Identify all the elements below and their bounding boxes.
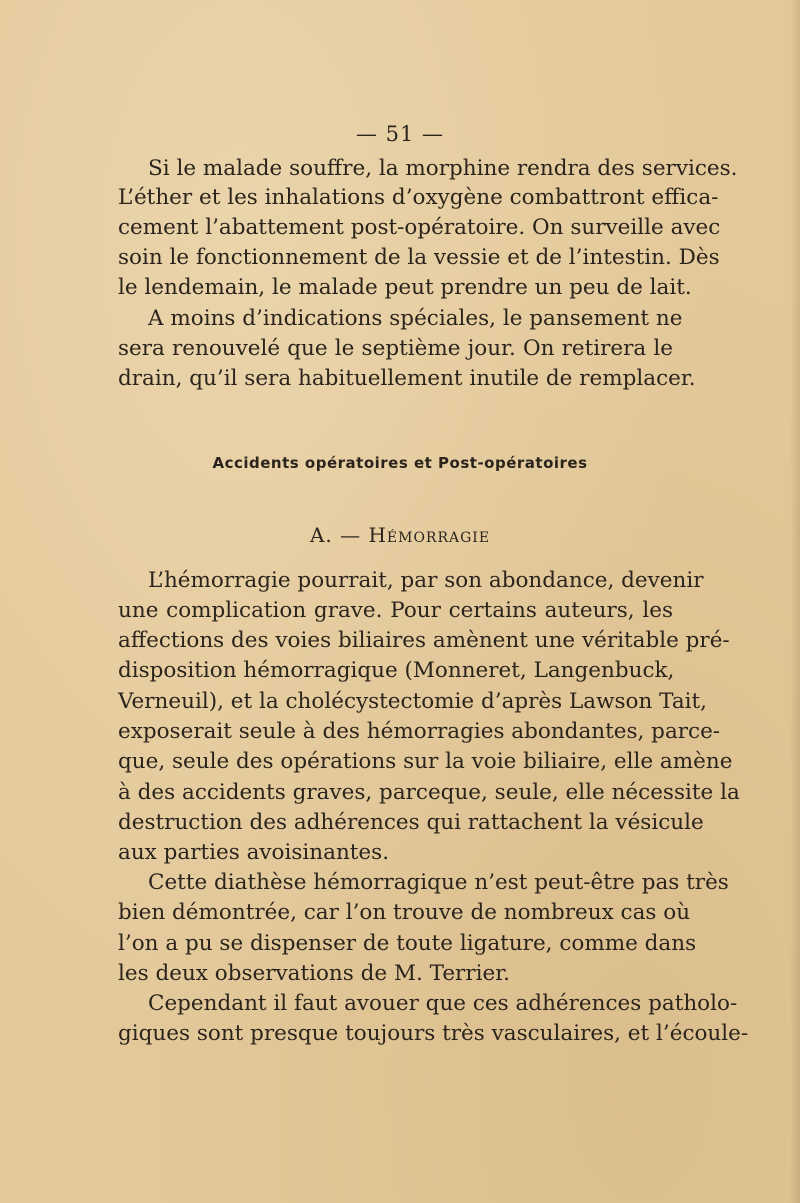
text-line: à des accidents graves, parceque, seule, elle nécessite la — [118, 780, 740, 805]
text-line: destruction des adhérences qui rattachent la vésicule — [118, 810, 704, 835]
text-line: que, seule des opérations sur la voie biliaire, elle amène — [118, 749, 733, 774]
text-line: bien démontrée, car l’on trouve de nombreux cas où — [118, 900, 691, 925]
text-line: drain, qu’il sera habituellement inutile de remplacer. — [118, 366, 696, 391]
text-line: Cependant il faut avouer que ces adhérences patholo- — [148, 991, 738, 1016]
text-line: affections des voies biliaires amènent une véritable pré- — [118, 628, 730, 653]
text-line: Verneuil), et la cholécystectomie d’après Lawson Tait, — [118, 689, 708, 714]
page-number: — 51 — — [355, 122, 445, 146]
sub-heading: A. — Hémorragie — [309, 523, 491, 547]
page-edge-shadow — [790, 0, 800, 1203]
text-line: Si le malade souffre, la morphine rendra des services. — [148, 156, 738, 181]
text-line: A moins d’indications spéciales, le pansement ne — [148, 306, 683, 331]
text-line: L’hémorragie pourrait, par son abondance, devenir — [148, 568, 704, 593]
text-line: l’on a pu se dispenser de toute ligature, comme dans — [118, 931, 697, 956]
text-line: les deux observations de M. Terrier. — [118, 961, 510, 986]
text-line: le lendemain, le malade peut prendre un peu de lait. — [118, 275, 692, 300]
text-line: L’éther et les inhalations d’oxygène combattront effica- — [118, 185, 719, 210]
section-heading: Accidents opératoires et Post-opératoires — [212, 454, 588, 472]
text-line: soin le fonctionnement de la vessie et de l’intestin. Dès — [118, 245, 720, 270]
text-line: cement l’abattement post-opératoire. On surveille avec — [118, 215, 721, 240]
text-line: Cette diathèse hémorragique n’est peut-être pas très — [148, 870, 729, 895]
text-line: aux parties avoisinantes. — [118, 840, 390, 865]
text-line: une complication grave. Pour certains auteurs, les — [118, 598, 673, 623]
text-line: exposerait seule à des hémorragies abondantes, parce- — [118, 719, 721, 744]
text-line: disposition hémorragique (Monneret, Langenbuck, — [118, 658, 675, 683]
text-line: giques sont presque toujours très vasculaires, et l’écoule- — [118, 1021, 749, 1046]
text-line: sera renouvelé que le septième jour. On retirera le — [118, 336, 673, 361]
